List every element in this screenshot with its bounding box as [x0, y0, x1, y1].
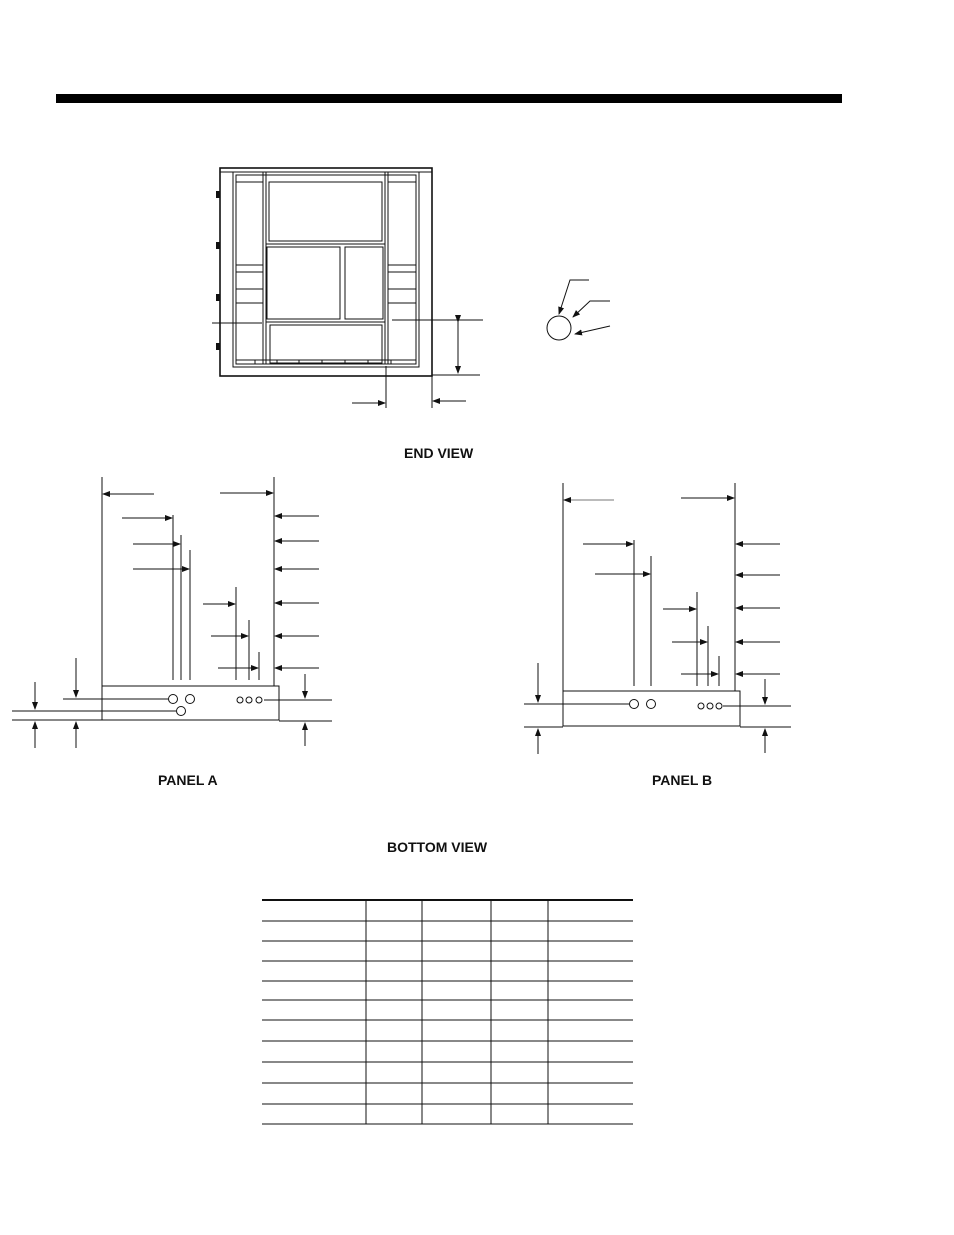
panel-b-diagram [524, 483, 791, 754]
hinge-mark [216, 343, 220, 350]
hinge-mark [216, 294, 220, 301]
panel-a-caption: PANEL A [158, 772, 218, 788]
end-view-caption: END VIEW [404, 445, 474, 461]
hinge-mark [216, 191, 220, 198]
end-view-diagram [212, 168, 483, 408]
dimension-table [262, 900, 633, 1124]
hinge-mark [216, 242, 220, 249]
detail-circle-callout [547, 280, 610, 340]
bottom-view-caption: BOTTOM VIEW [387, 839, 488, 855]
panel-b-caption: PANEL B [652, 772, 713, 788]
panel-a-diagram [12, 477, 332, 748]
